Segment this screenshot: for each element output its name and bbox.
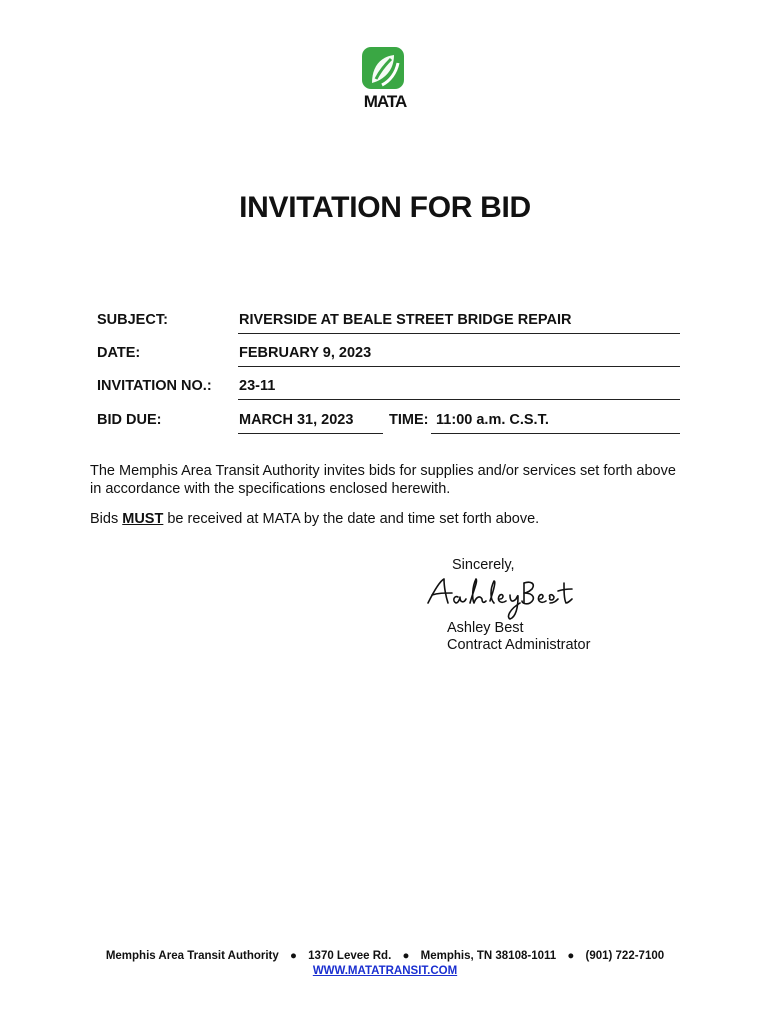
signer-name: Ashley Best xyxy=(447,620,524,636)
must-emphasis: MUST xyxy=(122,511,164,527)
footer-organization: Memphis Area Transit Authority xyxy=(105,950,279,962)
invitation-paragraph: The Memphis Area Transit Authority invites bids for supplies and/or services set forth above in accordance with the specifications enclosed herewith. xyxy=(90,463,676,497)
mata-leaf-icon xyxy=(360,45,410,95)
closing: Sincerely, xyxy=(452,557,515,573)
invitation-label: INVITATION NO.: xyxy=(97,378,212,394)
time-label: TIME: xyxy=(389,412,429,428)
footer-contact xyxy=(0,950,770,962)
footer-address: 1370 Levee Rd. xyxy=(308,950,392,962)
bid-due-label: BID DUE: xyxy=(97,412,162,428)
subject-value: RIVERSIDE AT BEALE STREET BRIDGE REPAIR xyxy=(238,312,680,334)
footer-city: Memphis, TN 38108-1011 xyxy=(420,950,557,962)
footer-separator: ● xyxy=(402,950,410,962)
time-value: 11:00 a.m. C.S.T. xyxy=(431,412,680,434)
footer-website xyxy=(0,965,770,977)
subject-label: SUBJECT: xyxy=(97,312,168,328)
footer-phone: (901) 722-7100 xyxy=(585,950,665,962)
deadline-paragraph: Bids MUST be received at MATA by the date and time set forth above. xyxy=(90,511,540,527)
signer-title: Contract Administrator xyxy=(447,637,591,653)
logo-text: MATA xyxy=(363,92,407,111)
footer-separator: ● xyxy=(567,950,575,962)
date-value: FEBRUARY 9, 2023 xyxy=(238,345,680,367)
invitation-value: 23-11 xyxy=(238,378,680,400)
bid-due-value: MARCH 31, 2023 xyxy=(238,412,383,434)
document-title: INVITATION FOR BID xyxy=(239,191,531,224)
footer-separator: ● xyxy=(290,950,297,962)
website-link[interactable]: WWW.MATATRANSIT.COM xyxy=(312,965,458,977)
date-label: DATE: xyxy=(97,345,141,361)
handwritten-signature xyxy=(424,573,574,623)
